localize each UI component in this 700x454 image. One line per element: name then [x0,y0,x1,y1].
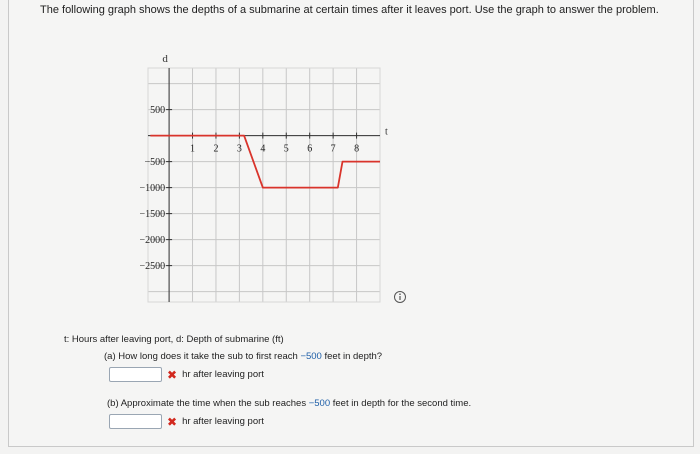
chart-ticks [139,105,359,272]
chart-grid [148,68,380,302]
y-tick-label: −500 [144,157,166,169]
y-tick-label: 500 [150,105,166,117]
x-tick-label: 7 [330,143,336,155]
plot-border [148,68,380,302]
graph-caption: t: Hours after leaving port, d: Depth of submarine (ft) [64,334,284,345]
x-tick-label: 1 [190,143,196,155]
y-tick-label: −2000 [139,235,166,247]
x-axis-label: t [385,126,388,138]
question-a-value: −500 [300,351,322,362]
question-a-suffix: feet in depth? [321,351,383,362]
x-tick-label: 5 [283,143,289,155]
y-tick-label: −1500 [139,209,166,221]
x-tick-label: 8 [354,143,360,155]
answer-a-unit: hr after leaving port [182,369,264,380]
y-axis-label: d [162,53,168,65]
answer-b-row [109,414,264,429]
x-tick-label: 4 [260,143,266,155]
answer-b-input[interactable] [109,414,162,429]
question-b [107,398,471,409]
x-tick-label: 2 [213,143,219,155]
answer-a-input[interactable] [109,367,162,382]
x-tick-label: 6 [307,143,313,155]
problem-statement: The following graph shows the depths of a submarine at certain times after it leaves port. Use the graph to answer the problem. [40,4,659,16]
question-b-suffix: feet in depth for the second time. [330,398,472,409]
info-icon[interactable] [393,290,407,309]
question-b-prefix: (b) Approximate the time when the sub reaches [107,398,309,409]
y-tick-label: −1000 [139,183,166,195]
incorrect-icon: ✖ [167,414,178,429]
question-a-prefix: (a) How long does it take the sub to first reach [104,351,301,362]
answer-a-row [109,367,264,382]
question-a [104,351,382,362]
chart-axes [148,53,388,302]
incorrect-icon: ✖ [167,367,178,382]
question-b-value: −500 [308,398,331,409]
y-tick-label: −2500 [139,261,166,273]
x-tick-label: 3 [236,143,242,155]
answer-b-unit: hr after leaving port [182,416,264,427]
